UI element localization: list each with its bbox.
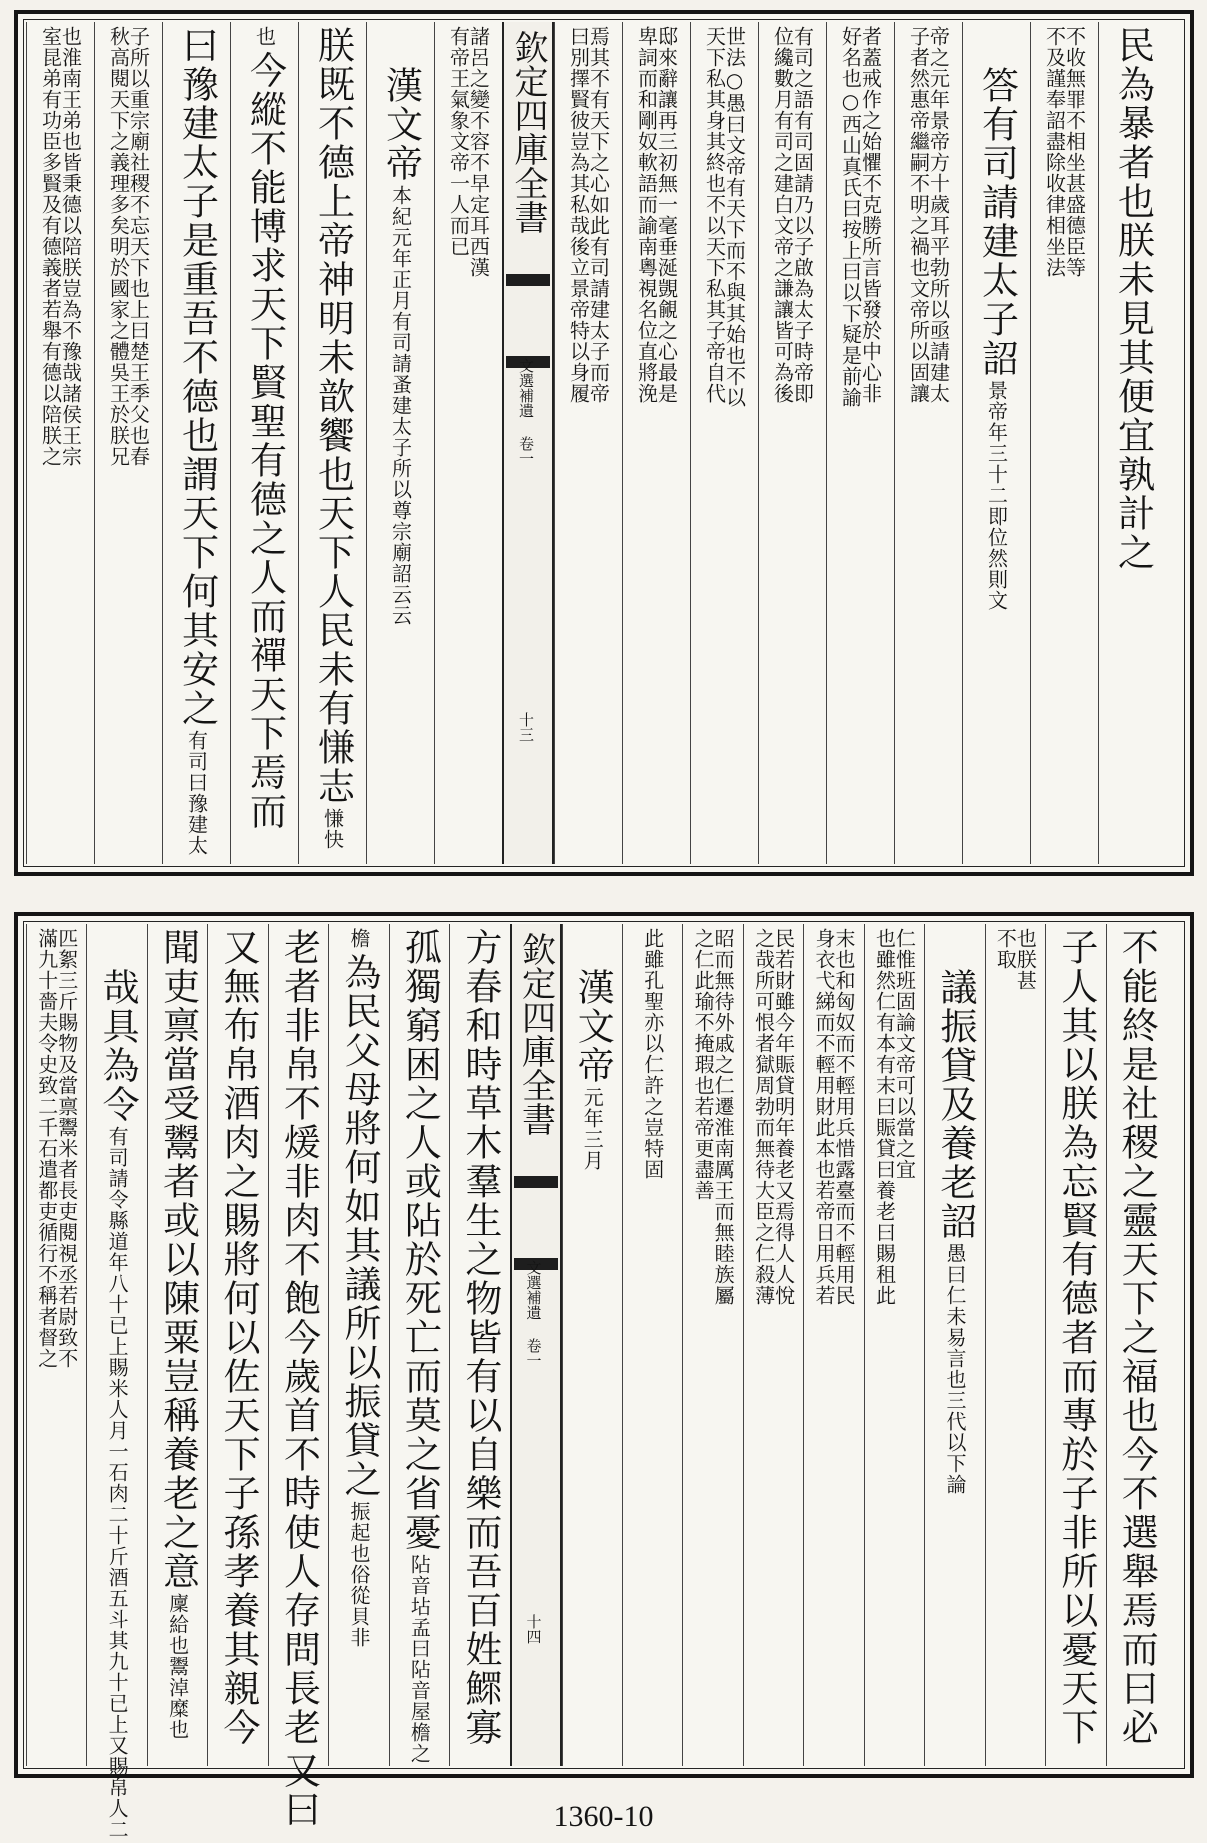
annotation-right-line: 末也和匈奴而不輕用兵惜露臺而不輕用民 — [832, 928, 857, 1306]
column-text: 答有司請建太子詔 — [975, 66, 1019, 378]
fish-tail-mark-upper — [514, 1176, 558, 1210]
column-text: 議振貸及養老詔 — [933, 968, 977, 1241]
top_page-left-column-1 — [366, 22, 434, 864]
top-page-columns — [26, 22, 1182, 864]
column-text: 為民父母將何如其議所以振貸之 — [337, 953, 381, 1499]
annotation-left-line: 不取 — [993, 928, 1018, 970]
annotation-right-line: 匹絮三斤賜物及當禀鬻米者長吏閱視丞若尉致不 — [54, 928, 79, 1369]
annotation-left-line: 滿九十嗇夫令史致二千石遣都吏循行不稱者督之 — [34, 928, 59, 1369]
annotation-right-line: 民若財雖今年賑貸明年養老又焉得人人悅 — [771, 928, 796, 1306]
annotation-right-line: 昭而無待外戚之仁遷淮南厲王而無睦族屬 — [711, 928, 736, 1306]
column-note: 有司請令縣道年八十已上賜米人月一石肉二十斤酒五斗其九十已上又賜帛人二 — [105, 1126, 130, 1840]
folio-number: 十四 — [524, 1614, 543, 1644]
annotation-left-line: 室昆弟有功臣多賢及有德義者若舉有德以陪朕之 — [38, 26, 63, 467]
folio-number: 十三 — [517, 712, 535, 742]
bottom_page-right-column-2 — [985, 924, 1045, 1766]
column-prefix: 檐 — [346, 928, 371, 949]
bottom_page-left-column-2 — [328, 924, 388, 1766]
annotation-right-line: 不收無罪不相坐甚盛德臣等 — [1062, 26, 1087, 278]
top_page-right-column-5 — [758, 22, 826, 864]
column-note: 振起也俗從貝非 — [346, 1501, 371, 1648]
column-note: 愚曰仁未易言也三代以下論 — [942, 1243, 967, 1495]
annotation-left-line: 卑詞而和剛奴軟語而諭南粵視名位直將浼 — [634, 26, 659, 404]
annotation-left-line: 之仁此瑜不掩瑕也若帝更盡善 — [691, 928, 716, 1201]
bottom_page-left-column-7 — [26, 924, 86, 1766]
annotation-right-line: 有司之語有司固請乃以子啟為太子時帝即 — [790, 26, 815, 404]
column-text: 老者非帛不煖非肉不飽今歲首不時使人存問長老 — [277, 928, 321, 1747]
column-note: 本紀元年正月有司請蚤建太子所以尊宗廟詔云云 — [388, 185, 413, 626]
top_page-right-column-8 — [554, 22, 622, 864]
column-text: 聞吏禀當受鬻者或以陳粟豈稱養老之意 — [156, 928, 200, 1591]
bottom_page-right-column-3 — [924, 924, 984, 1766]
bottom_page-right-column-8 — [622, 924, 682, 1766]
top_page-right-column-7 — [622, 22, 690, 864]
top_page-left-column-0 — [434, 22, 502, 864]
column-text: 今縱不能博求天下賢聖有德之人而禪天下焉而 — [243, 51, 287, 831]
bottom_page-left-column-0 — [449, 924, 509, 1766]
top_page-left-column-5 — [94, 22, 162, 864]
column-note: 慊快 — [320, 808, 345, 850]
annotation-left-line: 有帝王氣象文帝一人而已 — [446, 26, 471, 257]
column-text: 孤獨窮困之人或阽於死亡而莫之省憂 — [398, 928, 442, 1552]
top_page-left-column-4 — [162, 22, 230, 864]
bottom_page-left-column-4 — [207, 924, 267, 1766]
column-text: 子人其以朕為忘賢有德者而專於子非所以憂天下 — [1054, 928, 1098, 1747]
fish-tail-mark-upper — [506, 274, 550, 308]
annotation-left-line: 不及謹奉詔盡除收律相坐法 — [1042, 26, 1067, 278]
top_page-center-fold — [502, 22, 554, 864]
annotation-right-line: 焉其不有天下之心如此有司請建太子而帝 — [586, 26, 611, 404]
top_page-left-column-2 — [298, 22, 366, 864]
annotation-left-line: 之哉所可恨者獄周勃而無待大臣之仁殺薄 — [751, 928, 776, 1306]
annotation-right-line: 也淮南王弟也皆秉德以陪朕豈為不豫哉諸侯王宗 — [58, 26, 83, 467]
volume-label: 文選補遺 卷一 — [517, 358, 535, 466]
column-note: 元年三月 — [580, 1087, 605, 1171]
top_page-left-column-3 — [230, 22, 298, 864]
top_page-left-column-6 — [26, 22, 94, 864]
center-title: 欽定四庫全書 — [515, 932, 556, 1136]
top_page-right-column-1 — [1030, 22, 1098, 864]
annotation-left-line: 身衣弋綈而不輕用財此本也若帝日用兵若 — [812, 928, 837, 1306]
column-note: 阽音坫孟曰阽音屋檐之 — [407, 1554, 432, 1764]
annotation-right-line: 諸呂之變不容不早定耳西漢 — [466, 26, 491, 278]
annotation-left-line: 好名也○西山真氏曰按上曰以下疑是前諭 — [838, 26, 863, 408]
bottom_page-left-column-6 — [86, 924, 146, 1840]
column-tail: 又曰 — [277, 1751, 321, 1829]
column-text: 漢文帝 — [379, 66, 423, 183]
top_page-right-column-0 — [1098, 22, 1166, 864]
column-text: 漢文帝 — [571, 968, 615, 1085]
column-text: 方春和時草木羣生之物皆有以自樂而吾百姓鰥寡 — [458, 928, 502, 1747]
column-text: 曰豫建太子是重吾不德也謂天下何其安之 — [175, 26, 219, 728]
column-note: 有司曰豫建太 — [184, 730, 209, 856]
annotation-right-line: 也朕甚 — [1013, 928, 1038, 991]
annotation-left-line: 天下私其身其終也不以天下私其子帝自代 — [702, 26, 727, 404]
annotation-right-line: 世法○愚曰文帝有天下而不與其始也不以 — [722, 26, 747, 408]
column-note: 景帝年三十二即位然則文 — [984, 380, 1009, 611]
bottom_page-right-column-1 — [1045, 924, 1105, 1766]
top_page-right-column-3 — [894, 22, 962, 864]
annotation-left-line: 也雖然仁有本有末曰賑貸曰養老曰賜租此 — [872, 928, 897, 1306]
bottom_page-center-fold — [510, 924, 562, 1766]
bottom_page-right-column-9 — [562, 924, 622, 1766]
annotation-left-line: 子者然惠帝繼嗣不明之禍也文帝所以固讓 — [906, 26, 931, 404]
top_page-right-column-2 — [962, 22, 1030, 864]
annotation-right-line: 者蓋戒作之始懼不克勝所言皆發於中心非 — [858, 26, 883, 404]
column-text: 不能終是社稷之靈天下之福也今不選舉焉而曰必 — [1115, 928, 1159, 1747]
page-number: 1360-10 — [553, 1800, 654, 1833]
column-prefix: 也 — [252, 26, 277, 47]
bottom_page-left-column-1 — [389, 924, 449, 1766]
column-text: 朕既不德上帝神明未歆饗也天下人民未有慊志 — [311, 26, 355, 806]
annotation-left-line: 位纔數月有司之建白文帝之謙讓皆可為後 — [770, 26, 795, 404]
column-note: 廩給也鬻淖糜也 — [165, 1593, 190, 1740]
bottom_page-left-column-3 — [268, 924, 328, 1829]
bottom_page-right-column-7 — [682, 924, 742, 1766]
volume-label: 文選補遺 卷一 — [524, 1260, 543, 1368]
annotation-right-line: 帝之元年景帝方十歲耳平勃所以亟請建太 — [926, 26, 951, 404]
bottom_page-right-column-0 — [1106, 924, 1166, 1766]
top-page — [14, 10, 1194, 876]
annotation-left-line: 秋高閱天下之義理多矣明於國家之體吳王於朕兄 — [106, 26, 131, 467]
annotation-right-line: 子所以重宗廟社稷不忘天下也上曰楚王季父也春 — [126, 26, 151, 467]
top_page-right-column-4 — [826, 22, 894, 864]
annotation-right-line: 邸來辭讓再三初無一毫垂涎覬覦之心最是 — [654, 26, 679, 404]
bottom_page-right-column-5 — [803, 924, 863, 1766]
center-title: 欽定四庫全書 — [508, 30, 548, 234]
bottom_page-right-column-4 — [864, 924, 924, 1766]
column-text: 又無布帛酒肉之賜將何以佐天下子孫孝養其親今 — [217, 928, 261, 1747]
annotation-right-line: 仁惟班固論文帝可以當之宜 — [892, 928, 917, 1180]
bottom_page-right-column-6 — [743, 924, 803, 1766]
bottom_page-left-column-5 — [147, 924, 207, 1766]
column-text: 哉具為令 — [96, 968, 140, 1124]
annotation-right-line: 此雖孔聖亦以仁許之豈特固 — [640, 928, 665, 1180]
column-text: 民為暴者也朕未見其便宜孰計之 — [1111, 26, 1155, 572]
annotation-left-line: 曰別擇賢彼豈為其私哉後立景帝特以身履 — [566, 26, 591, 404]
top_page-right-column-6 — [690, 22, 758, 864]
